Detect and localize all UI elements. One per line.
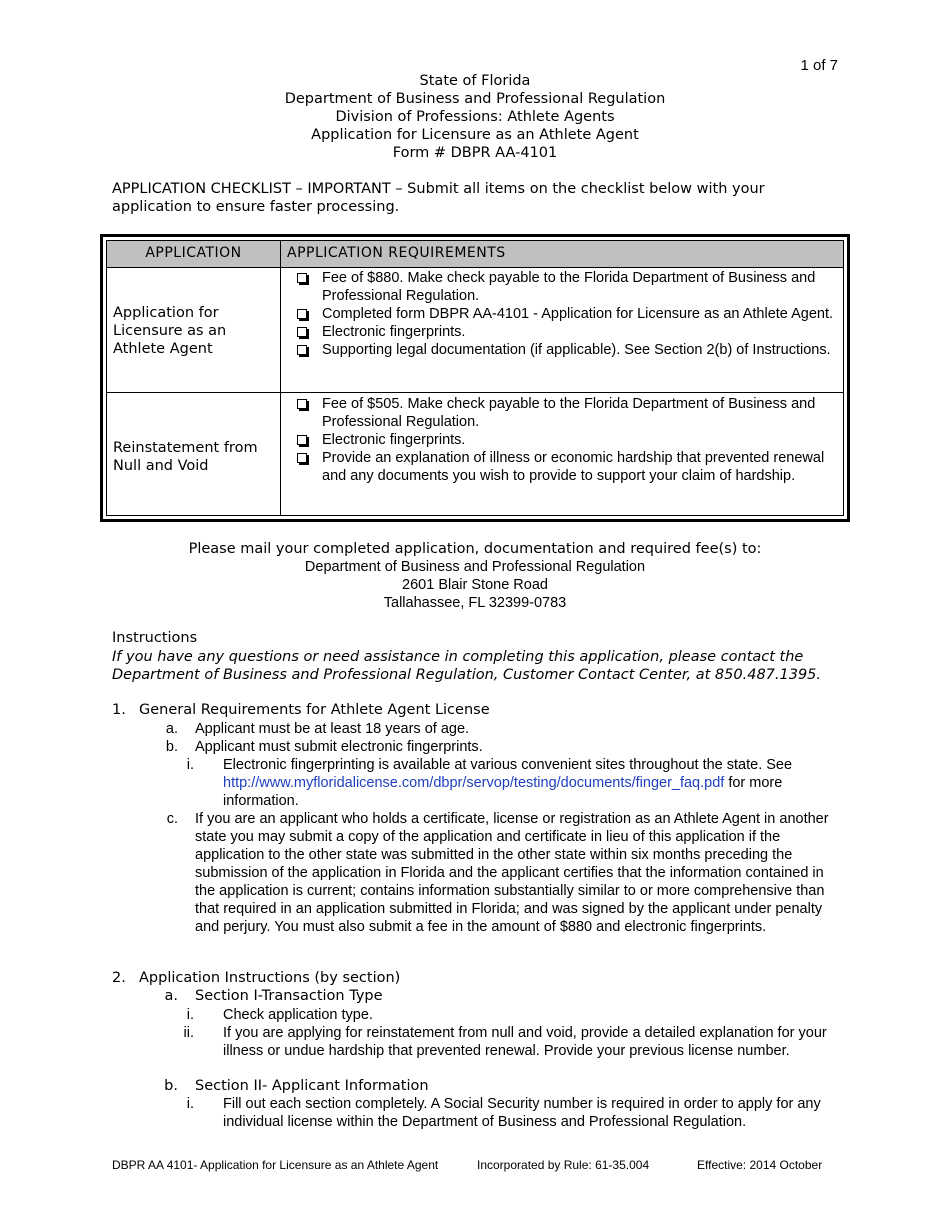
- header-form-number: Form # DBPR AA-4101: [392, 145, 558, 161]
- checkbox-icon: [297, 435, 307, 445]
- list-item: Check application type.: [223, 1007, 373, 1023]
- checklist-intro: APPLICATION CHECKLIST – IMPORTANT – Submit all items on the checklist below with your application to ensure faster processing.: [112, 181, 765, 215]
- list-item: Section II- Applicant Information: [195, 1078, 429, 1094]
- row-label-licensure: Application for Licensure as an Athlete Agent: [113, 305, 227, 357]
- checklist-table: [100, 234, 850, 522]
- list-marker: i.: [186, 1096, 194, 1112]
- header-application-title: Application for Licensure as an Athlete Agent: [311, 127, 639, 143]
- checkbox-icon: [297, 453, 307, 463]
- row-label-reinstatement: Reinstatement from Null and Void: [113, 440, 258, 474]
- table-header-requirements: APPLICATION REQUIREMENTS: [287, 245, 506, 261]
- mail-street: 2601 Blair Stone Road: [402, 577, 548, 593]
- document-header: [0, 72, 950, 162]
- list-item: Fee of $505. Make check payable to the Florida Department of Business and Professional Regulation.: [295, 395, 835, 431]
- footer-rule: Incorporated by Rule: 61-35.004: [477, 1158, 650, 1172]
- list-item: If you are applying for reinstatement from null and void, provide a detailed explanation for your illness or undue hardship that prevented renewal. Provide your previous license number.: [223, 1025, 827, 1059]
- fingerprint-faq-link[interactable]: http://www.myfloridalicense.com/dbpr/servop/testing/documents/finger_faq.pdf: [223, 775, 725, 791]
- list-item: Applicant must submit electronic fingerprints.: [195, 739, 483, 755]
- checkbox-icon: [297, 309, 307, 319]
- instructions-note: If you have any questions or need assistance in completing this application, please contact the Department of Business and Professional Regulation, Customer Contact Center, at 850.487.1395.: [112, 649, 822, 683]
- list-marker: b.: [165, 739, 178, 755]
- mailing-address: [0, 540, 950, 612]
- section-1-number: 1.: [112, 702, 126, 718]
- list-item: Fee of $880. Make check payable to the Florida Department of Business and Professional Regulation.: [295, 269, 835, 305]
- footer-effective-date: Effective: 2014 October: [697, 1158, 823, 1172]
- list-marker: i.: [186, 1007, 194, 1023]
- mail-intro: Please mail your completed application, documentation and required fee(s) to:: [188, 541, 762, 557]
- list-marker: b.: [164, 1078, 178, 1094]
- header-state: State of Florida: [419, 73, 531, 89]
- section-2-number: 2.: [112, 970, 126, 986]
- section-1-title: General Requirements for Athlete Agent License: [139, 702, 490, 718]
- checkbox-icon: [297, 273, 307, 283]
- list-marker: a.: [165, 721, 178, 737]
- list-item: Electronic fingerprints.: [295, 323, 835, 341]
- list-marker: a.: [164, 988, 178, 1004]
- list-item: If you are an applicant who holds a certificate, license or registration as an Athlete Agent in another state you may submit a copy of the application and certificate in lieu of this application if the application to the other state was submitted in the other state within six months preceding the submission of the application in Florida and the applicant certifies that the information contained in the application is current; contains information substantially similar to or more comprehensive than that required in an application submitted in Florida; and was signed by the applicant under penalty and perjury. You must also submit a fee in the amount of $880 and electronic fingerprints.: [195, 811, 829, 935]
- list-item: Electronic fingerprinting is available at various convenient sites throughout the state. See http://www.myfloridalicense.com/dbpr/servop/testing/documents/finger_faq.pdf for more information.: [223, 757, 793, 809]
- list-marker: i.: [186, 757, 194, 773]
- requirements-list-reinstatement: [295, 395, 835, 485]
- checkbox-icon: [297, 345, 307, 355]
- list-marker: c.: [166, 811, 178, 827]
- checkbox-icon: [297, 399, 307, 409]
- section-2-title: Application Instructions (by section): [139, 970, 401, 986]
- page-number: 1 of 7: [800, 57, 838, 74]
- header-division: Division of Professions: Athlete Agents: [335, 109, 615, 125]
- list-item: Electronic fingerprints.: [295, 431, 835, 449]
- list-marker: ii.: [183, 1025, 194, 1041]
- requirements-list-licensure: [295, 269, 835, 359]
- list-item: Section I-Transaction Type: [195, 988, 383, 1004]
- mail-department: Department of Business and Professional Regulation: [304, 559, 646, 575]
- table-header-application: APPLICATION: [145, 245, 242, 261]
- footer-form-name: DBPR AA 4101- Application for Licensure as an Athlete Agent: [112, 1158, 439, 1172]
- list-item: Fill out each section completely. A Social Security number is required in order to apply for any individual license within the Department of Business and Professional Regulation.: [223, 1096, 821, 1130]
- mail-city: Tallahassee, FL 32399-0783: [383, 595, 567, 611]
- list-item: Completed form DBPR AA-4101 - Application for Licensure as an Athlete Agent.: [295, 305, 835, 323]
- instructions-title: Instructions: [112, 630, 198, 646]
- list-item: Applicant must be at least 18 years of age.: [195, 721, 470, 737]
- checkbox-icon: [297, 327, 307, 337]
- header-department: Department of Business and Professional Regulation: [284, 91, 666, 107]
- list-item: Supporting legal documentation (if applicable). See Section 2(b) of Instructions.: [295, 341, 835, 359]
- list-item: Provide an explanation of illness or economic hardship that prevented renewal and any documents you wish to provide to support your claim of hardship.: [295, 449, 835, 485]
